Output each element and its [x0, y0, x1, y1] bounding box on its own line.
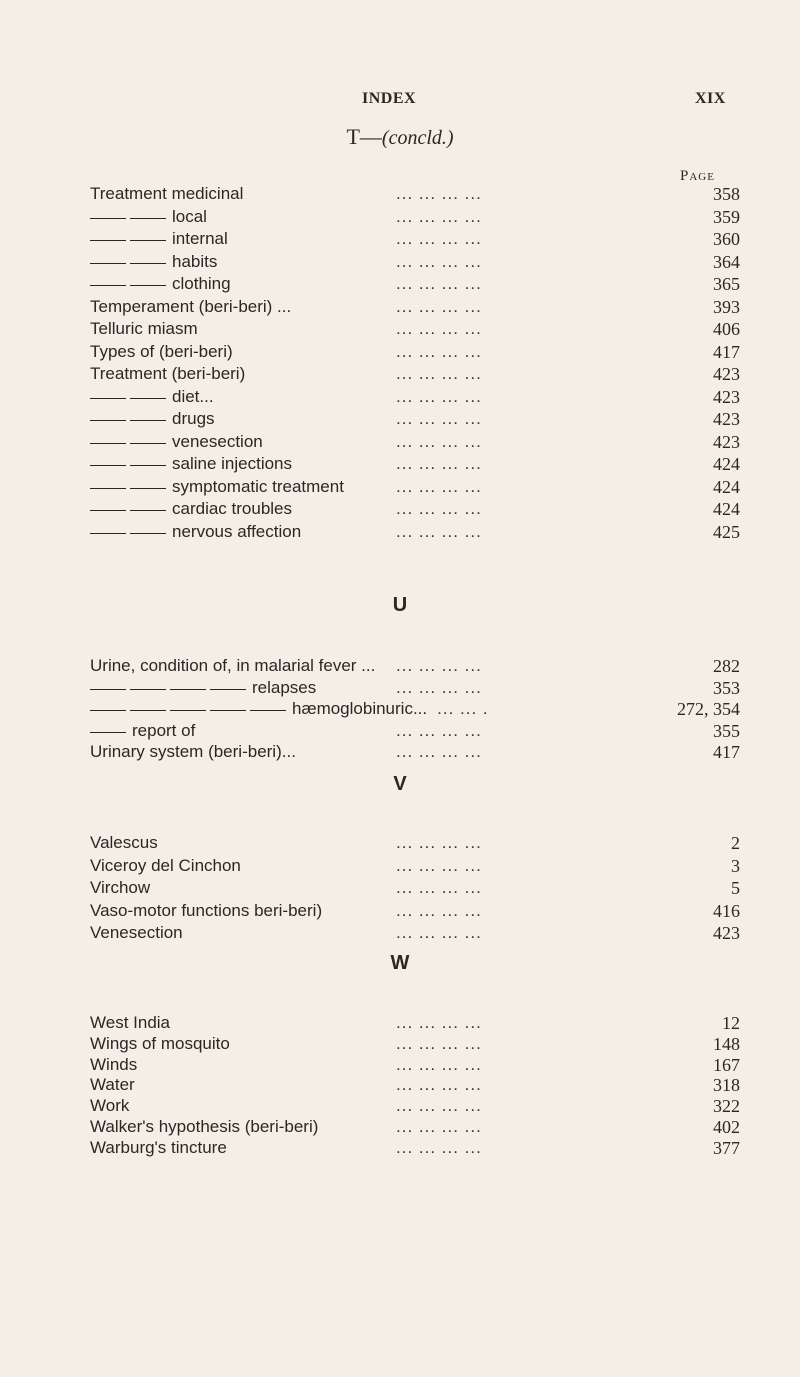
dot-leaders: ... ... ... ... — [396, 521, 482, 541]
index-entry — [90, 656, 740, 680]
dot-leaders: ... ... ... ... — [396, 1013, 482, 1032]
dot-leaders: ... ... ... ... — [396, 1117, 482, 1136]
letter-heading-w: W — [390, 952, 410, 974]
index-entry — [90, 342, 740, 366]
entry-label: Treatment medicinal — [90, 184, 244, 203]
entry-page-number: 416 — [713, 900, 740, 921]
leader-dash — [130, 689, 166, 690]
entry-label: West India — [90, 1013, 171, 1032]
leader-dash — [130, 465, 166, 466]
dot-leaders: ... ... ... ... — [396, 499, 482, 518]
dot-leaders: ... ... ... ... — [396, 431, 482, 451]
dot-leaders: ... ... ... ... — [396, 229, 482, 248]
index-entry — [90, 432, 740, 456]
leader-dash — [90, 398, 126, 399]
leader-dash — [90, 218, 126, 219]
index-entry — [90, 699, 740, 723]
entry-page-number: 377 — [713, 1137, 740, 1158]
entry-label: nervous affection — [172, 521, 302, 541]
entry-label: Work — [90, 1096, 130, 1116]
leader-dash — [130, 510, 166, 511]
leader-dash — [90, 443, 126, 444]
dot-leaders: ... ... ... ... — [396, 296, 482, 316]
entry-page-number: 423 — [713, 364, 740, 384]
entry-label: Warburg's tincture — [90, 1137, 227, 1157]
leader-dash — [90, 510, 126, 511]
leader-dash — [130, 420, 166, 421]
entry-page-number: 393 — [713, 296, 740, 317]
entry-label: relapses — [252, 677, 317, 697]
entry-label: Types of (beri-beri) — [90, 341, 233, 361]
entry-label: drugs — [172, 409, 215, 428]
leader-dash — [130, 710, 166, 711]
dot-leaders: ... ... ... ... — [396, 742, 482, 761]
section-title — [0, 124, 800, 150]
dot-leaders: ... ... ... ... — [396, 878, 482, 897]
entry-page-number: 423 — [713, 409, 740, 429]
entry-page-number: 424 — [713, 454, 740, 474]
dot-leaders: ... ... ... ... — [396, 1137, 482, 1157]
entry-label: saline injections — [172, 454, 293, 473]
entry-label: Urine, condition of, in malarial fever ... — [90, 656, 376, 675]
entry-page-number: 417 — [713, 341, 740, 362]
index-entry — [90, 721, 740, 745]
index-entry — [90, 833, 740, 857]
leader-dash — [90, 732, 126, 733]
leader-dash — [210, 689, 246, 690]
leader-dash — [170, 689, 206, 690]
entry-page-number: 424 — [713, 476, 740, 497]
dot-leaders: ... ... . — [437, 699, 489, 718]
entry-page-number: 365 — [713, 274, 740, 294]
dot-leaders: ... ... ... ... — [396, 409, 482, 428]
leader-dash — [170, 710, 206, 711]
index-entry — [90, 1138, 740, 1162]
entry-label: Viceroy del Cinchon — [90, 855, 241, 875]
entry-label: Temperament (beri-beri) ... — [90, 296, 292, 316]
entry-page-number: 282 — [713, 656, 740, 676]
index-entry — [90, 409, 740, 433]
entry-page-number: 353 — [713, 677, 740, 698]
entry-page-number: 424 — [713, 499, 740, 519]
index-entry — [90, 499, 740, 523]
entry-label: internal — [172, 229, 228, 248]
dot-leaders: ... ... ... ... — [396, 206, 482, 226]
index-entry — [90, 252, 740, 276]
entry-label: cardiac troubles — [172, 499, 293, 518]
dot-leaders: ... ... ... ... — [396, 454, 482, 473]
entry-label: Winds — [90, 1054, 138, 1074]
running-head-page-number: XIX — [695, 90, 726, 107]
entry-page-number: 360 — [713, 229, 740, 249]
entry-page-number: 167 — [713, 1054, 740, 1075]
entry-label: report of — [132, 720, 196, 740]
entry-label: Water — [90, 1075, 135, 1095]
dot-leaders: ... ... ... ... — [396, 1054, 482, 1074]
leader-dash — [210, 710, 246, 711]
entry-page-number: 318 — [713, 1075, 740, 1096]
leader-dash — [90, 488, 126, 489]
leader-dash — [90, 285, 126, 286]
leader-dash — [130, 533, 166, 534]
index-entry — [90, 364, 740, 388]
dot-leaders: ... ... ... ... — [396, 855, 482, 875]
dot-leaders: ... ... ... ... — [396, 677, 482, 697]
entry-page-number: 322 — [713, 1096, 740, 1117]
entry-page-number: 423 — [713, 386, 740, 407]
index-entry — [90, 742, 740, 766]
dot-leaders: ... ... ... ... — [396, 341, 482, 361]
dot-leaders: ... ... ... ... — [396, 364, 482, 383]
entry-label: diet... — [172, 386, 214, 406]
entry-label: Vaso-motor functions beri-beri) — [90, 900, 323, 920]
section-continued-note: (concld.) — [381, 127, 454, 149]
entry-label: Virchow — [90, 878, 151, 897]
leader-dash — [130, 218, 166, 219]
entry-label: habits — [172, 251, 218, 271]
entry-page-number: 12 — [722, 1013, 740, 1033]
leader-dash — [90, 240, 126, 241]
index-entry — [90, 856, 740, 880]
index-entry — [90, 274, 740, 298]
leader-dash — [130, 443, 166, 444]
leader-dash — [90, 263, 126, 264]
entry-page-number: 425 — [713, 521, 740, 542]
entry-page-number: 417 — [713, 742, 740, 762]
dot-leaders: ... ... ... ... — [396, 833, 482, 852]
dot-leaders: ... ... ... ... — [396, 274, 482, 293]
dot-leaders: ... ... ... ... — [396, 386, 482, 406]
leader-dash — [130, 263, 166, 264]
dot-leaders: ... ... ... ... — [396, 476, 482, 496]
page-column-header: Page — [680, 168, 715, 184]
index-entry — [90, 923, 740, 947]
dot-leaders: ... ... ... ... — [396, 1096, 482, 1116]
dot-leaders: ... ... ... ... — [396, 1075, 482, 1095]
leader-dash — [130, 488, 166, 489]
entry-page-number: 423 — [713, 431, 740, 452]
leader-dash — [130, 285, 166, 286]
dot-leaders: ... ... ... ... — [396, 184, 482, 203]
index-entry — [90, 229, 740, 253]
letter-heading-v: V — [393, 773, 407, 795]
entry-label: symptomatic treatment — [172, 476, 344, 496]
index-entry — [90, 297, 740, 321]
entry-label: hæmoglobinuric... — [292, 699, 428, 718]
entry-label: venesection — [172, 431, 263, 451]
entry-page-number: 359 — [713, 206, 740, 227]
index-entry — [90, 184, 740, 208]
leader-dash — [250, 710, 286, 711]
index-entry — [90, 901, 740, 925]
index-entry — [90, 319, 740, 343]
dot-leaders: ... ... ... ... — [396, 900, 482, 920]
leader-dash — [90, 710, 126, 711]
index-entry — [90, 387, 740, 411]
entry-label: Venesection — [90, 923, 183, 942]
entry-page-number: 364 — [713, 251, 740, 272]
letter-heading-u: U — [392, 594, 408, 616]
entry-page-number: 358 — [713, 184, 740, 204]
dot-leaders: ... ... ... ... — [396, 1033, 482, 1053]
entry-label: local — [172, 206, 207, 226]
entry-label: Telluric miasm — [90, 319, 198, 338]
index-entry — [90, 678, 740, 702]
leader-dash — [130, 398, 166, 399]
leader-dash — [90, 533, 126, 534]
leader-dash — [90, 420, 126, 421]
leader-dash — [130, 240, 166, 241]
leader-dash — [90, 465, 126, 466]
entry-label: Treatment (beri-beri) — [90, 364, 246, 383]
entry-label: Urinary system (beri-beri)... — [90, 742, 296, 761]
entry-page-number: 272, 354 — [677, 699, 740, 719]
leader-dash — [90, 689, 126, 690]
index-entry — [90, 454, 740, 478]
dot-leaders: ... ... ... ... — [396, 656, 482, 675]
entry-page-number: 406 — [713, 319, 740, 339]
entry-page-number: 5 — [731, 878, 740, 898]
dot-leaders: ... ... ... ... — [396, 923, 482, 942]
entry-page-number: 423 — [713, 923, 740, 943]
entry-page-number: 148 — [713, 1033, 740, 1054]
dot-leaders: ... ... ... ... — [396, 720, 482, 740]
section-letter: T— — [346, 124, 382, 149]
entry-page-number: 2 — [731, 833, 740, 853]
dot-leaders: ... ... ... ... — [396, 319, 482, 338]
entry-label: Valescus — [90, 833, 158, 852]
entry-page-number: 3 — [731, 855, 740, 876]
index-entry — [90, 522, 740, 546]
index-entry — [90, 207, 740, 231]
entry-page-number: 355 — [713, 720, 740, 741]
entry-page-number: 402 — [713, 1117, 740, 1137]
running-head-title: INDEX — [362, 90, 417, 107]
index-entry — [90, 477, 740, 501]
index-entry — [90, 878, 740, 902]
entry-label: Wings of mosquito — [90, 1033, 230, 1053]
entry-label: Walker's hypothesis (beri-beri) — [90, 1117, 319, 1136]
dot-leaders: ... ... ... ... — [396, 251, 482, 271]
entry-label: clothing — [172, 274, 231, 293]
